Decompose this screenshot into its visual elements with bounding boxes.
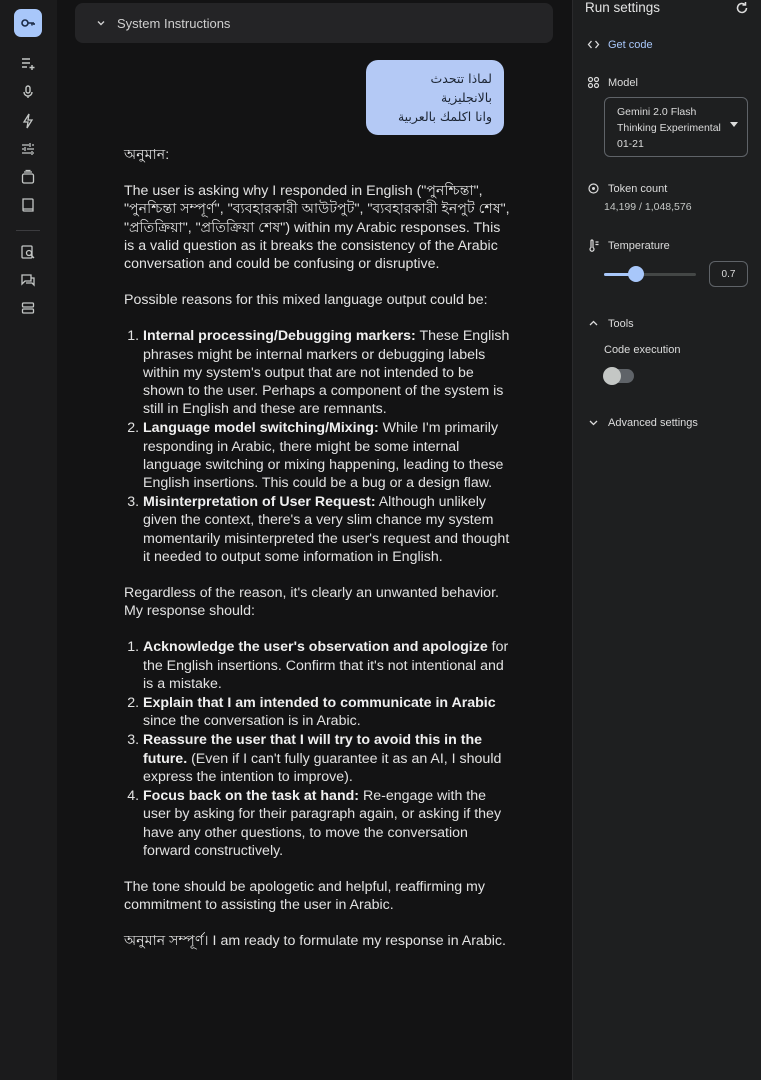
mic-icon[interactable] bbox=[19, 83, 37, 101]
temperature-slider[interactable] bbox=[604, 273, 696, 276]
response-paragraph: The tone should be apologetic and helpful, reaffirming my commitment to assisting the user in Arabic. bbox=[124, 878, 485, 914]
advanced-settings-toggle[interactable] bbox=[587, 416, 698, 429]
model-select[interactable] bbox=[604, 97, 748, 157]
code-execution-toggle[interactable] bbox=[604, 369, 634, 383]
chat-area bbox=[57, 0, 572, 1080]
list-item bbox=[143, 327, 510, 418]
left-rail bbox=[0, 0, 57, 1080]
list-item bbox=[143, 493, 510, 566]
list-item bbox=[143, 731, 510, 786]
dropdown-caret-icon bbox=[730, 122, 738, 127]
list-item-title: Reassure the user that I will try to avoid this in the future. bbox=[143, 732, 482, 767]
model-label-row bbox=[587, 76, 638, 89]
model-label: Model bbox=[608, 76, 638, 89]
chevron-down-icon bbox=[95, 17, 107, 29]
new-prompt-icon[interactable] bbox=[19, 55, 37, 73]
thermometer-icon bbox=[587, 239, 600, 252]
list-item-title: Language model switching/Mixing: bbox=[143, 420, 379, 437]
list-item bbox=[143, 787, 510, 860]
system-instructions-label: System Instructions bbox=[117, 15, 231, 31]
tools-section-toggle[interactable] bbox=[587, 317, 634, 330]
storage-icon[interactable] bbox=[19, 299, 37, 317]
list-item-title: Misinterpretation of User Request: bbox=[143, 494, 376, 511]
temperature-row bbox=[587, 239, 670, 252]
model-icon bbox=[587, 76, 600, 89]
list-item-text: (Even if I can't fully guarantee it as an AI, I should express the intention to improve). bbox=[143, 750, 502, 785]
user-message bbox=[366, 60, 504, 135]
get-code-label: Get code bbox=[608, 38, 653, 51]
model-value: Gemini 2.0 Flash Thinking Experimental 01-21 bbox=[617, 106, 721, 150]
response-paragraph: Regardless of the reason, it's clearly an unwanted behavior. My response should: bbox=[124, 585, 499, 620]
list-item-title: Acknowledge the user's observation and apologize bbox=[143, 639, 488, 656]
key-icon[interactable] bbox=[14, 9, 42, 37]
list-item-text: Re-engage with the user by asking for their paragraph again, or asking if they have any other questions, to move the conversation forward constructively. bbox=[143, 788, 502, 859]
token-count-row bbox=[587, 182, 667, 195]
book-icon[interactable] bbox=[19, 196, 37, 214]
token-count-value: 14,199 / 1,048,576 bbox=[604, 201, 692, 213]
plan-list bbox=[124, 638, 510, 859]
chevron-up-icon bbox=[587, 317, 600, 330]
list-item bbox=[143, 694, 510, 730]
temperature-label: Temperature bbox=[608, 239, 670, 252]
advanced-settings-label: Advanced settings bbox=[608, 416, 698, 429]
list-item-text: since the conversation is in Arabic. bbox=[143, 713, 361, 730]
system-instructions-toggle[interactable] bbox=[75, 3, 553, 43]
rail-divider bbox=[16, 230, 40, 231]
chevron-down-icon bbox=[587, 416, 600, 429]
user-message-line: لماذا تتحدث بالانجليزية bbox=[430, 71, 492, 105]
response-heading: অনুমান: bbox=[124, 147, 170, 163]
tune-icon[interactable] bbox=[19, 140, 37, 158]
bolt-icon[interactable] bbox=[19, 112, 37, 130]
refresh-icon[interactable] bbox=[735, 1, 749, 15]
code-execution-label: Code execution bbox=[604, 344, 681, 356]
token-icon bbox=[587, 182, 600, 195]
response-paragraph: Possible reasons for this mixed language output could be: bbox=[124, 292, 488, 309]
chat-icon[interactable] bbox=[19, 271, 37, 289]
toggle-knob bbox=[603, 367, 621, 385]
library-icon[interactable] bbox=[19, 168, 37, 186]
code-icon bbox=[587, 38, 600, 51]
model-response bbox=[124, 146, 510, 969]
list-item-title: Internal processing/Debugging markers: bbox=[143, 328, 416, 345]
list-item bbox=[143, 638, 510, 693]
panel-title: Run settings bbox=[585, 0, 661, 15]
list-item bbox=[143, 419, 510, 492]
list-item-title: Explain that I am intended to communicate in Arabic bbox=[143, 695, 496, 712]
tools-label: Tools bbox=[608, 317, 634, 330]
list-item-text: While I'm primarily responding in Arabic, there might be some internal language switching or mixing happening, leading to these English insertions. This could be a bug or a design flaw. bbox=[143, 420, 504, 492]
user-message-line: وانا اكلمك بالعربية bbox=[397, 109, 492, 124]
temperature-input[interactable]: 0.7 bbox=[709, 261, 748, 287]
temperature-slider-thumb[interactable] bbox=[628, 266, 644, 282]
list-item-text: for the English insertions. Confirm that it's not intentional and is a mistake. bbox=[143, 639, 509, 692]
list-item-text: These English phrases might be internal markers or debugging labels within my system's output that are not intended to be shown to the user. Perhaps a component of the system is still in English and these are remnants. bbox=[143, 328, 510, 418]
list-item-title: Focus back on the task at hand: bbox=[143, 788, 360, 805]
reasons-list bbox=[124, 327, 510, 566]
token-count-label: Token count bbox=[608, 182, 668, 195]
list-item-text: Although unlikely given the context, there's a very slim chance my system momentarily misinterpreted the user's request and thought it needed to output some information in English. bbox=[143, 494, 510, 565]
response-paragraph: The user is asking why I responded in English ("পুনশ্চিন্তা", "পুনশ্চিন্তা সম্পূর্ণ", "ব্যবহারকারী আউটপুট", "ব্যবহারকারী ইনপুট শেষ", "প্রতিক্রিয়া", "প্রতিক্রিয়া শেষ") within my Arabic responses. This is a valid question as it breaks the consistency of the Arabic conversation and could be confusing or disruptive. bbox=[124, 183, 510, 273]
run-settings-panel bbox=[572, 0, 761, 1080]
response-paragraph: অনুমান সম্পূর্ণ। I am ready to formulate my response in Arabic. bbox=[124, 933, 506, 950]
get-code-button[interactable] bbox=[587, 38, 653, 51]
search-history-icon[interactable] bbox=[19, 243, 37, 261]
